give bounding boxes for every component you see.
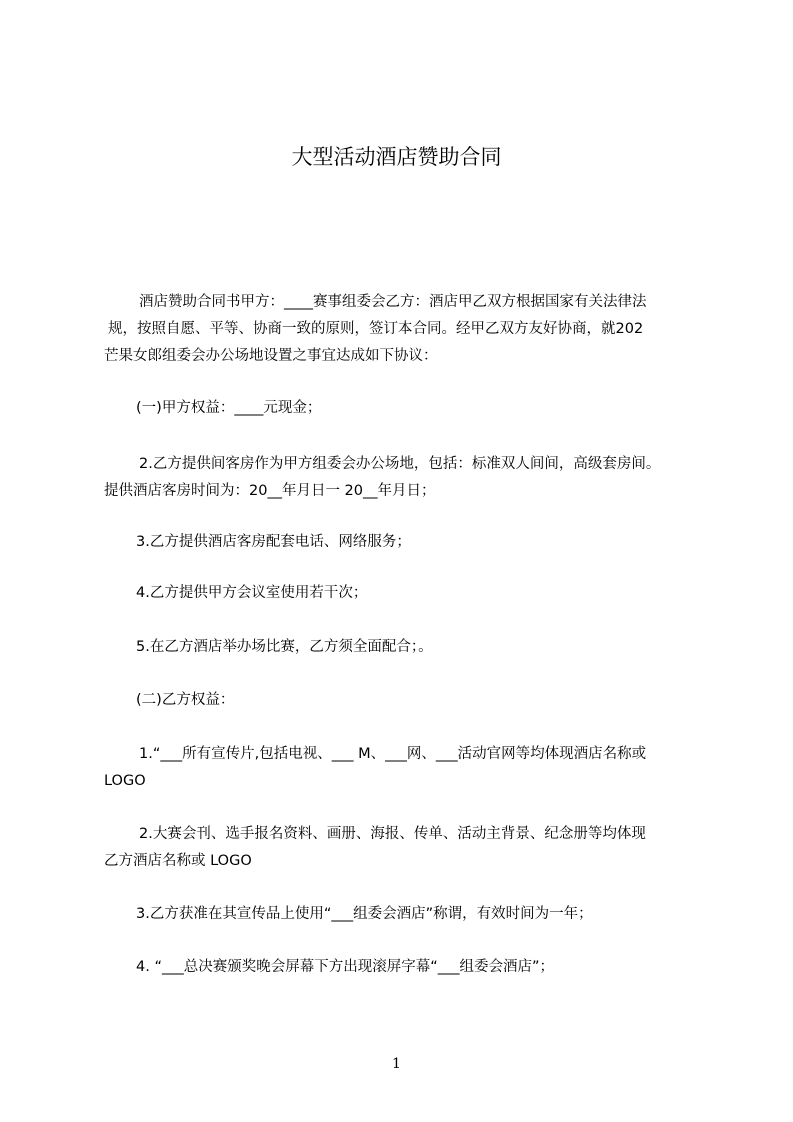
section-heading-party-b [104, 687, 724, 714]
clause-a-2 [104, 451, 724, 505]
paragraph-line: LOGO [104, 773, 146, 789]
clause-b-3 [104, 901, 724, 928]
clause-b-1 [104, 741, 724, 795]
paragraph-line: (一)甲方权益：____元现金； [136, 400, 322, 416]
clause-a-3 [104, 529, 724, 556]
paragraph-line: 4. “___总决赛颁奖晚会屏幕下方出现滚屏字幕“___组委会酒店”； [136, 959, 554, 975]
paragraph-line: 乙方酒店名称或 LOGO [104, 853, 252, 869]
paragraph-line: 2.大赛会刊、选手报名资料、画册、海报、传单、活动主背景、纪念册等均体现 [139, 826, 646, 842]
clause-b-2 [104, 821, 724, 875]
clause-b-4 [104, 954, 724, 981]
paragraph-line: (二)乙方权益： [136, 692, 235, 708]
page-number: 1 [392, 1056, 401, 1072]
paragraph-line: 芒果女郎组委会办公场地设置之事宜达成如下协议： [104, 348, 438, 364]
paragraph-line: 3.乙方提供酒店客房配套电话、网络服务； [136, 534, 411, 550]
paragraph-line: 3.乙方获准在其宣传品上使用“___组委会酒店”称谓，有效时间为一年； [136, 906, 593, 922]
document-title: 大型活动酒店赞助合同 [291, 145, 502, 169]
section-heading-party-a [104, 395, 724, 422]
paragraph-line: 4.乙方提供甲方会议室使用若干次； [136, 585, 368, 601]
paragraph-intro [104, 289, 724, 370]
clause-a-5 [104, 634, 724, 661]
paragraph-line: 5.在乙方酒店举办场比赛，乙方须全面配合；。 [136, 639, 433, 655]
paragraph-line: 规，按照自愿、平等、协商一致的原则，签订本合同。经甲乙双方友好协商，就202 [108, 321, 644, 337]
paragraph-line: 提供酒店客房时间为：20__年月日一 20__年月日； [104, 483, 436, 499]
clause-a-4 [104, 580, 724, 607]
paragraph-line: 2.乙方提供间客房作为甲方组委会办公场地，包括：标准双人间间，高级套房间。 [139, 456, 661, 472]
paragraph-line: 酒店赞助合同书甲方：____赛事组委会乙方：酒店甲乙双方根据国家有关法律法 [139, 294, 647, 310]
paragraph-line: 1.“___所有宣传片,包括电视、___ M、___网、___活动官网等均体现酒店名称或 [139, 746, 647, 762]
